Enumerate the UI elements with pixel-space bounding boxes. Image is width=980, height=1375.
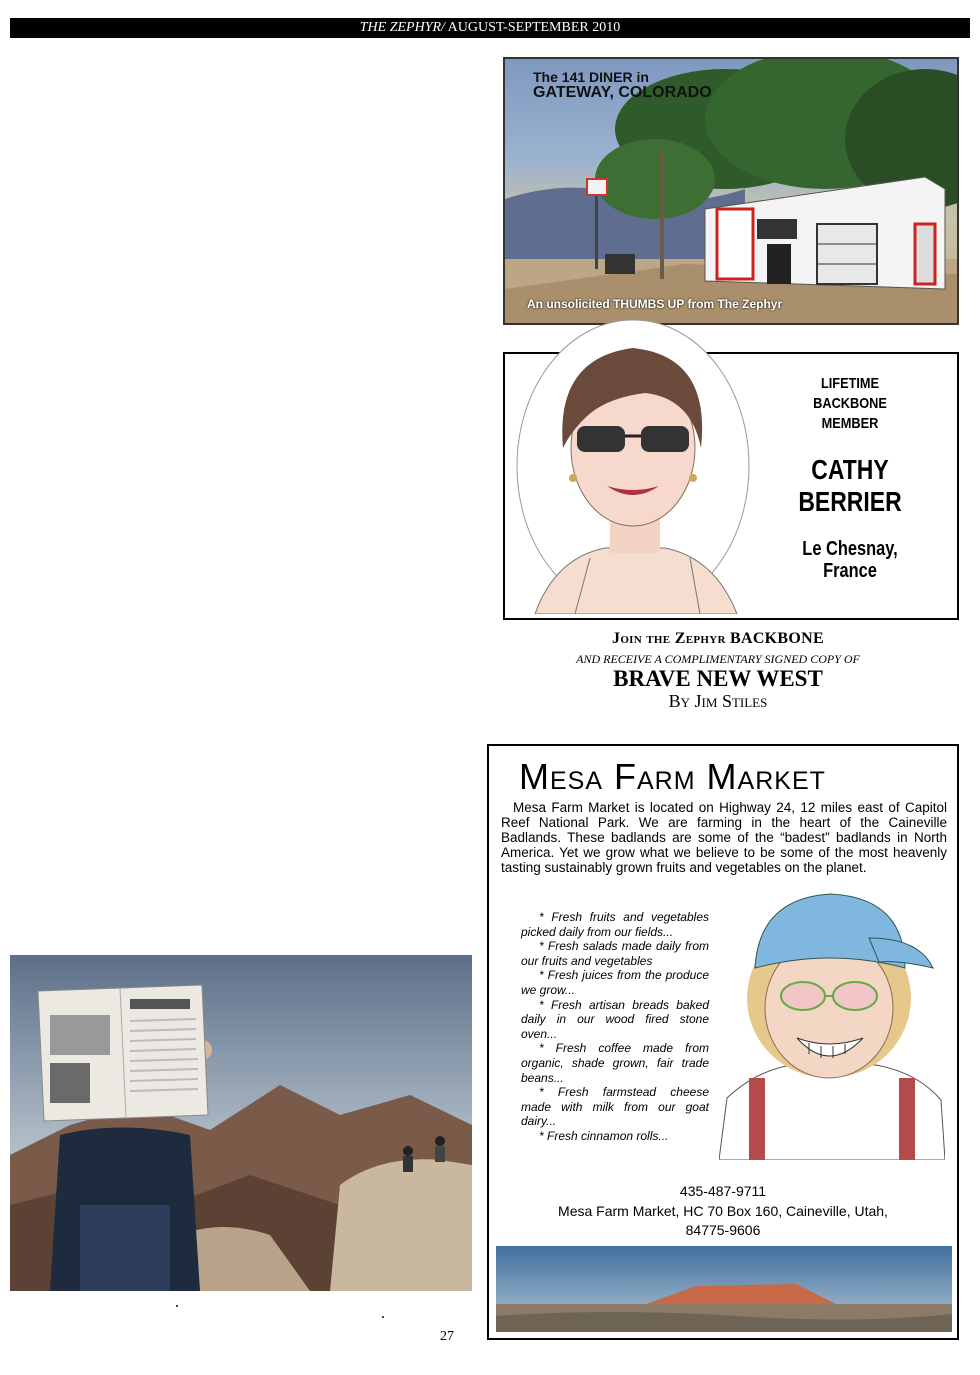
member-location — [797, 538, 904, 582]
member-portrait — [515, 318, 751, 614]
stray-mark — [176, 1305, 178, 1307]
member-location-line: Le Chesnay, — [802, 538, 898, 560]
mesa-title: Mesa Farm Market — [519, 756, 826, 797]
join-backbone-promo — [503, 630, 933, 711]
list-item: * Fresh farmstead cheese made with milk from our goat dairy... — [521, 1085, 709, 1129]
page-header — [10, 18, 970, 38]
diner-title-line1: The 141 DINER in — [533, 69, 649, 85]
mesa-phone: 435-487-9711 — [679, 1183, 767, 1199]
list-item: * Fresh salads made daily from our fruits and vegetables — [521, 939, 709, 968]
list-item: * Fresh coffee made from organic, shade grown, fair trade beans... — [521, 1041, 709, 1085]
diner-title — [533, 69, 712, 101]
member-name-line: BERRIER — [798, 486, 902, 517]
diner-title-line2: GATEWAY, COLORADO — [533, 84, 712, 101]
badlands-landscape — [496, 1246, 952, 1332]
reader-photo — [10, 955, 472, 1291]
member-name-line: CATHY — [811, 454, 889, 485]
reader-mountain-illustration — [10, 955, 472, 1291]
list-item: * Fresh fruits and vegetables picked daily from our fields... — [521, 910, 709, 939]
mesa-address-line2: 84775-9606 — [685, 1222, 761, 1238]
member-status-line: LIFETIME — [820, 375, 880, 392]
publication-name: THE ZEPHYR/ — [359, 20, 445, 35]
farmer-portrait — [719, 878, 945, 1160]
join-subheading: AND RECEIVE A COMPLIMENTARY SIGNED COPY OF — [576, 652, 860, 666]
page-number: 27 — [440, 1329, 454, 1344]
mesa-contact — [509, 1182, 937, 1241]
book-author: By Jim Stiles — [668, 691, 768, 711]
diner-photo — [503, 57, 959, 325]
mesa-offerings — [521, 910, 709, 1144]
list-item: * Fresh artisan breads baked daily in our wood fired stone oven... — [521, 997, 709, 1041]
mesa-address-line1: Mesa Farm Market, HC 70 Box 160, Caineville, Utah, — [558, 1202, 888, 1219]
backbone-member-card — [503, 352, 959, 620]
mesa-intro: Mesa Farm Market is located on Highway 24, 12 miles east of Capitol Reef National Park. We are farming in the heart of the Caineville Badlands. These badlands are some of the “badest” badlands in North America. Yet we grow what we believe to be some of the most heavenly tasting sustainably grown fruits and vegetables on the planet. — [501, 800, 947, 875]
book-title: BRAVE NEW WEST — [613, 666, 823, 691]
member-location-line: France — [823, 560, 877, 582]
member-status-line: MEMBER — [821, 415, 879, 432]
member-status — [803, 374, 897, 434]
diner-caption: An unsolicited THUMBS UP from The Zephyr — [527, 297, 783, 311]
mesa-farm-ad — [487, 744, 959, 1340]
list-item: * Fresh cinnamon rolls... — [539, 1128, 669, 1143]
member-name — [797, 454, 904, 518]
join-heading: Join the Zephyr BACKBONE — [612, 630, 824, 647]
list-item: * Fresh juices from the produce we grow... — [521, 968, 709, 997]
member-status-line: BACKBONE — [813, 395, 887, 412]
issue-date: AUGUST-SEPTEMBER 2010 — [444, 20, 621, 35]
stray-mark — [382, 1316, 384, 1318]
